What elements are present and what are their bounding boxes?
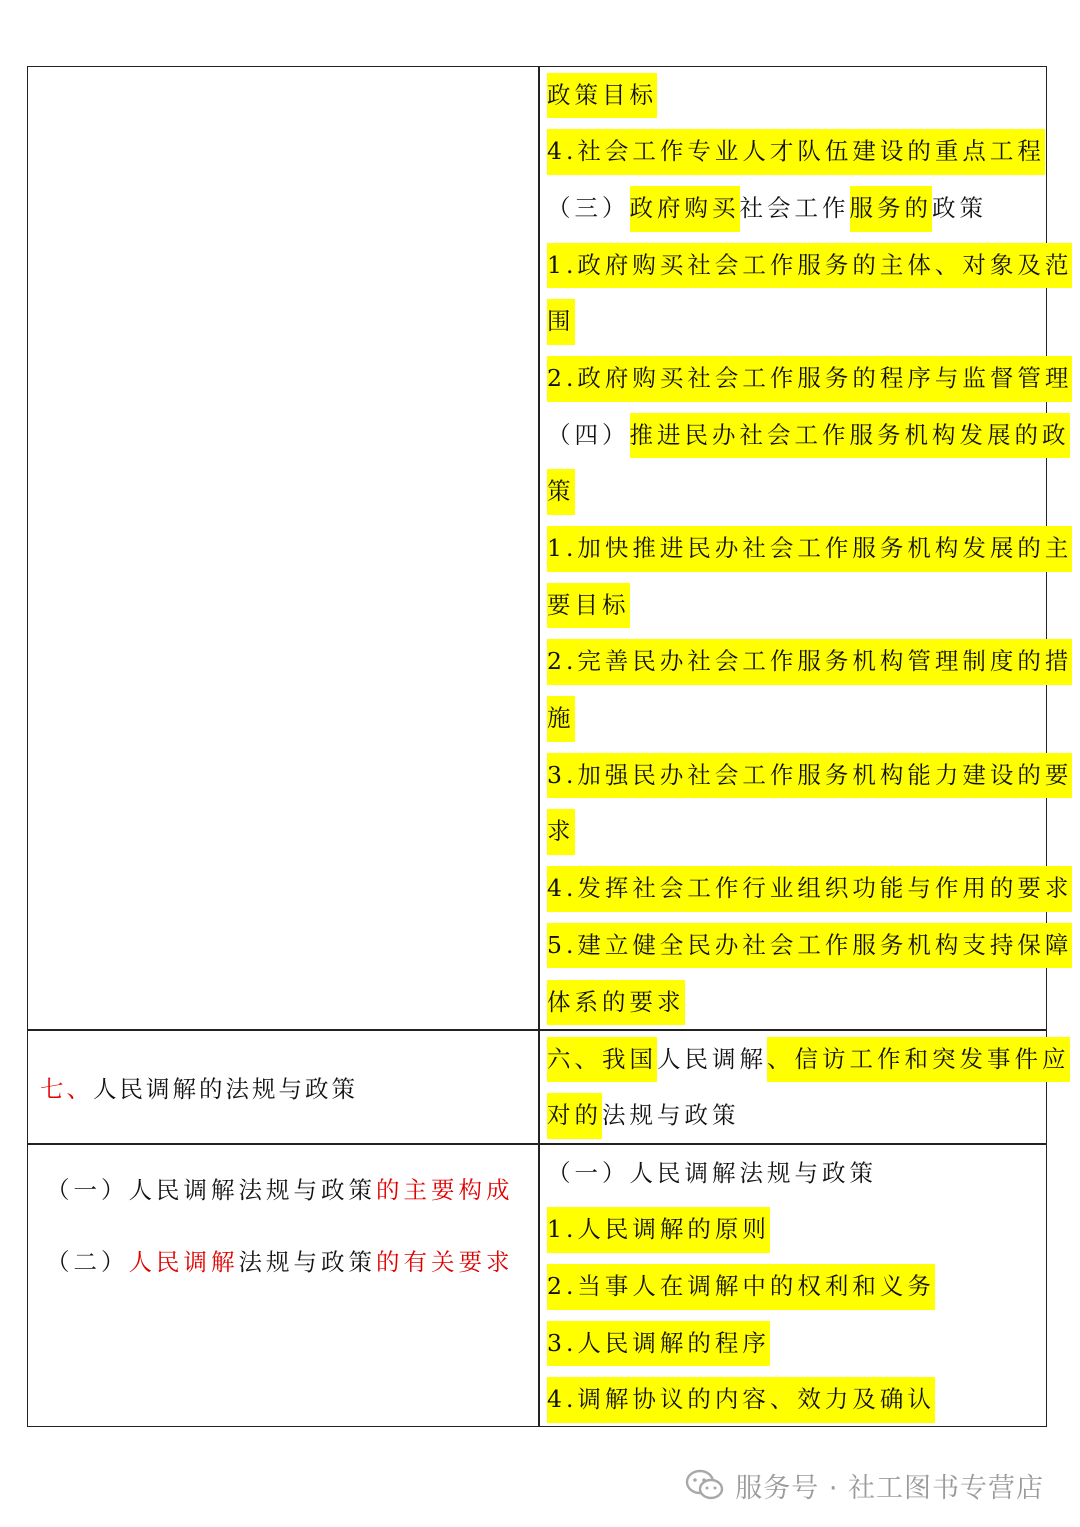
text-segment: 1.加快推进民办社会工作服务机构发展的主 bbox=[547, 526, 1072, 572]
text-segment: （一）人民调解法规与政策 bbox=[547, 1158, 877, 1187]
text-segment: 围 bbox=[547, 299, 575, 345]
left-cell-subitems bbox=[46, 1155, 531, 1299]
section-number: 七、 bbox=[40, 1075, 93, 1103]
outline-line bbox=[547, 974, 1042, 1031]
outline-line bbox=[547, 350, 1073, 407]
outline-table bbox=[27, 66, 1073, 1427]
text-segment: 4.社会工作专业人才队伍建设的重点工程 bbox=[547, 129, 1045, 175]
section-title: 人民调解的法规与政策 bbox=[93, 1075, 358, 1103]
outline-line bbox=[547, 1202, 1042, 1259]
outline-line bbox=[547, 1315, 1042, 1372]
text-segment: （四） bbox=[547, 420, 630, 449]
text-segment: 施 bbox=[547, 696, 575, 742]
outline-line bbox=[547, 747, 1073, 804]
wechat-icon bbox=[685, 1469, 725, 1501]
outline-line bbox=[547, 464, 1042, 521]
outline-line bbox=[547, 124, 1045, 181]
column-divider bbox=[538, 67, 540, 1426]
text-segment: 4.调解协议的内容、效力及确认 bbox=[547, 1377, 935, 1423]
left-subitem-line bbox=[46, 1227, 531, 1299]
outline-line bbox=[547, 1145, 1042, 1202]
text-segment: 2.政府购买社会工作服务的程序与监督管理 bbox=[547, 356, 1072, 402]
text-segment: 1.人民调解的原则 bbox=[547, 1207, 770, 1253]
section-heading-right bbox=[547, 1031, 1070, 1144]
outline-line bbox=[547, 804, 1042, 861]
text-segment: 3.人民调解的程序 bbox=[547, 1321, 770, 1367]
text-segment: 求 bbox=[547, 809, 575, 855]
watermark bbox=[685, 1465, 1044, 1505]
right-cell-subitems bbox=[547, 1145, 1042, 1428]
outline-line bbox=[547, 691, 1042, 748]
outline-line bbox=[547, 237, 1073, 294]
outline-line bbox=[547, 294, 1042, 351]
text-segment: 4.发挥社会工作行业组织功能与作用的要求 bbox=[547, 866, 1072, 912]
text-segment: 的主要构成 bbox=[376, 1176, 514, 1205]
watermark-text: 服务号 · 社工图书专营店 bbox=[735, 1472, 1044, 1504]
text-segment: 服务的 bbox=[850, 186, 933, 232]
text-segment: 政府购买 bbox=[630, 186, 740, 232]
text-segment: 3.加强民办社会工作服务机构能力建设的要 bbox=[547, 753, 1072, 799]
text-segment: （一）人民调解法规与政策 bbox=[46, 1176, 376, 1205]
outline-line bbox=[547, 861, 1073, 918]
text-segment: 人民调解 bbox=[657, 1044, 767, 1073]
right-cell-continued-outline bbox=[547, 67, 1073, 1031]
text-segment: 政策目标 bbox=[547, 73, 657, 119]
text-segment: 2.当事人在调解中的权利和义务 bbox=[547, 1264, 935, 1310]
outline-line bbox=[547, 521, 1073, 578]
outline-line bbox=[547, 407, 1070, 464]
text-segment: （三） bbox=[547, 193, 630, 222]
text-segment: 2.完善民办社会工作服务机构管理制度的措 bbox=[547, 639, 1072, 685]
left-subitem-line bbox=[46, 1155, 531, 1227]
outline-line bbox=[547, 634, 1073, 691]
text-segment: （二） bbox=[46, 1248, 129, 1277]
text-segment: 推进民办社会工作服务机构发展的政 bbox=[630, 413, 1070, 459]
section-heading-line bbox=[547, 1088, 1042, 1145]
text-segment: 法规与政策 bbox=[238, 1248, 376, 1277]
section-heading-left bbox=[40, 1031, 530, 1143]
text-segment: 对的 bbox=[547, 1093, 602, 1139]
outline-line bbox=[547, 917, 1073, 974]
text-segment: 的有关要求 bbox=[376, 1248, 514, 1277]
text-segment: 、信访工作和突发事件应 bbox=[767, 1037, 1070, 1083]
outline-line bbox=[547, 180, 1042, 237]
text-segment: 1.政府购买社会工作服务的主体、对象及范 bbox=[547, 243, 1072, 289]
text-segment: 5.建立健全民办社会工作服务机构支持保障 bbox=[547, 923, 1072, 969]
text-segment: 六、我国 bbox=[547, 1037, 657, 1083]
outline-line bbox=[547, 1372, 1042, 1429]
text-segment: 政策 bbox=[932, 193, 987, 222]
text-segment: 社会工作 bbox=[739, 193, 850, 222]
outline-line bbox=[547, 67, 1042, 124]
outline-line bbox=[547, 577, 1042, 634]
text-segment: 人民调解 bbox=[128, 1248, 239, 1277]
outline-line bbox=[547, 1258, 1042, 1315]
section-heading-line bbox=[547, 1031, 1070, 1088]
text-segment: 体系的要求 bbox=[547, 980, 685, 1026]
text-segment: 策 bbox=[547, 469, 575, 515]
text-segment: 要目标 bbox=[547, 583, 630, 629]
text-segment: 法规与政策 bbox=[602, 1101, 740, 1130]
